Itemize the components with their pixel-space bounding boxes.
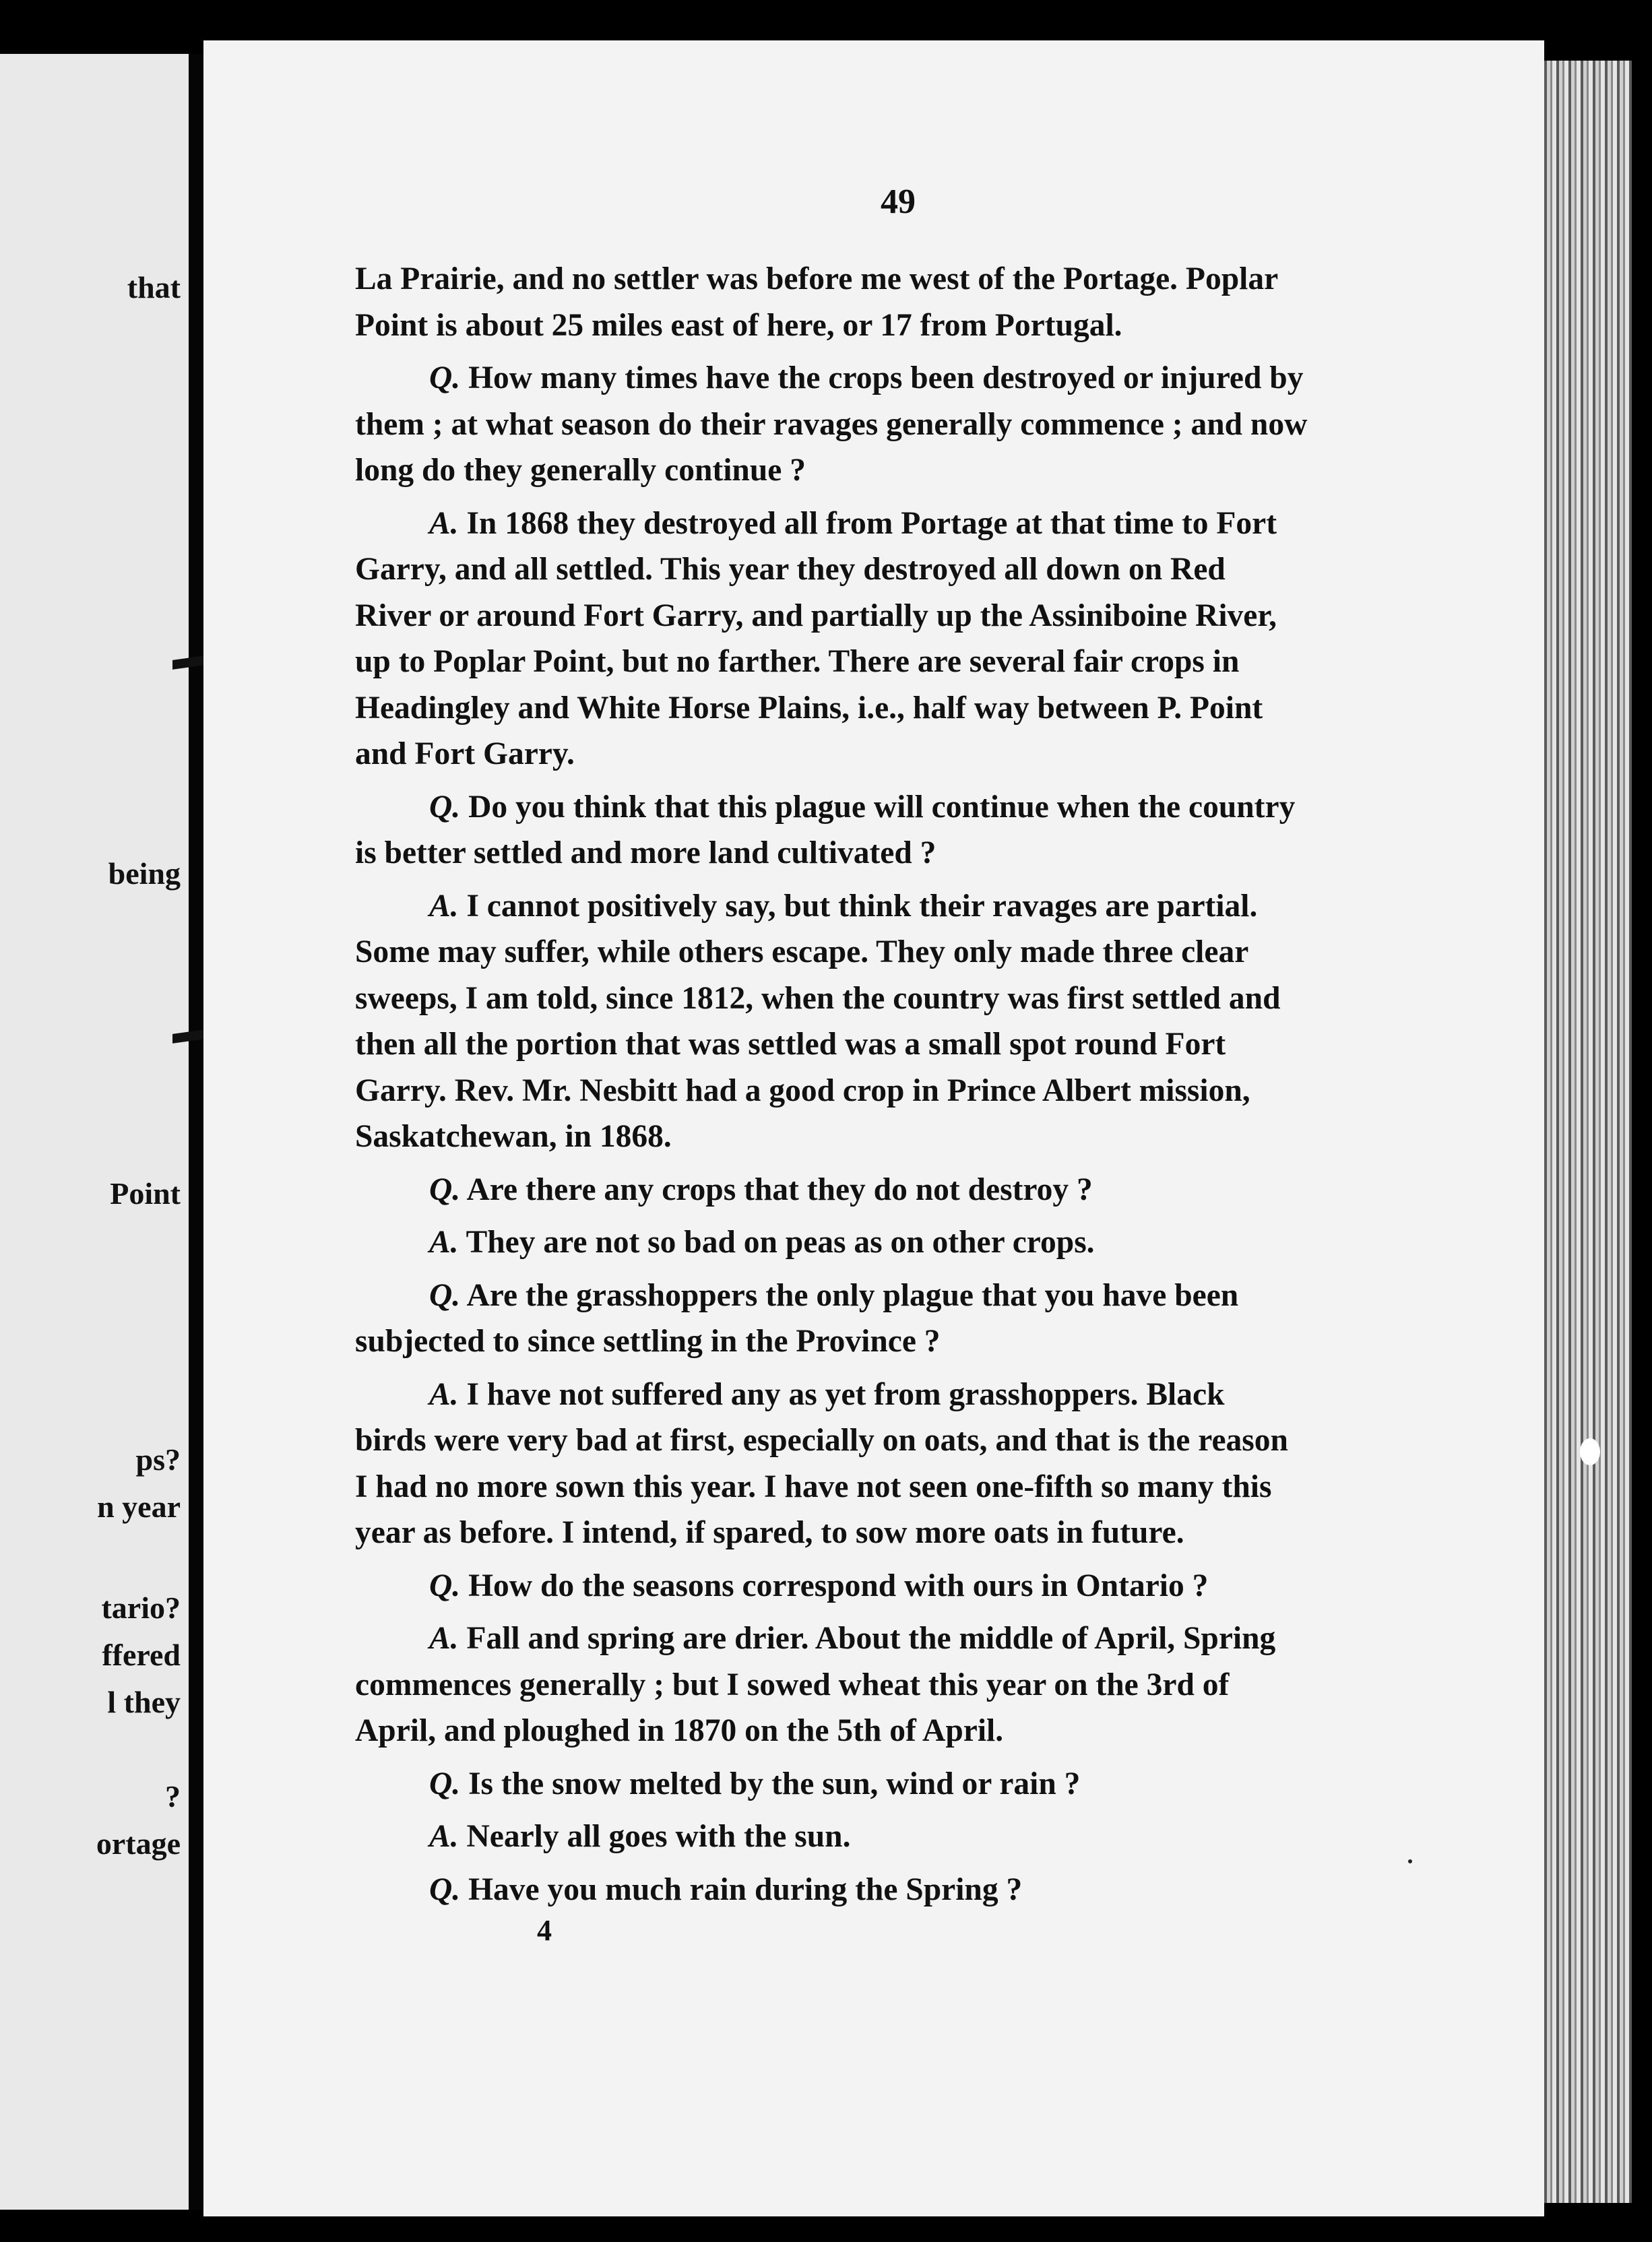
line-text: them ; at what season do their ravages generally commence ; and now: [355, 406, 1308, 442]
text-line: [355, 501, 1544, 547]
line-text: April, and ploughed in 1870 on the 5th of April.: [355, 1713, 1004, 1748]
line-text: How do the seasons correspond with ours in Ontario ?: [460, 1568, 1209, 1603]
text-line: [355, 1318, 1544, 1365]
line-text: Nearly all goes with the sun.: [458, 1819, 851, 1854]
body-text: [355, 256, 1544, 1919]
speaker-label: A.: [429, 1621, 459, 1656]
text-line: [355, 975, 1544, 1022]
left-fragment: ps?: [135, 1442, 181, 1477]
line-text: sweeps, I am told, since 1812, when the country was first settled and: [355, 980, 1281, 1016]
line-text: birds were very bad at first, especially on oats, and that is the reason: [355, 1423, 1288, 1458]
text-line: [355, 784, 1544, 831]
text-line: [355, 1273, 1544, 1319]
line-text: I have not suffered any as yet from grasshoppers. Black: [458, 1376, 1225, 1412]
left-fragment: ffered: [102, 1638, 181, 1672]
line-text: and Fort Garry.: [355, 736, 575, 771]
line-text: I had no more sown this year. I have not seen one-fifth so many this: [355, 1469, 1272, 1504]
left-fragment: Point: [110, 1176, 181, 1211]
line-text: Have you much rain during the Spring ?: [460, 1871, 1023, 1907]
speaker-label: A.: [429, 1225, 459, 1260]
speaker-label: Q.: [429, 1568, 461, 1603]
line-text: How many times have the crops been destroyed or injured by: [460, 360, 1304, 395]
text-line: [355, 546, 1544, 593]
text-line: [355, 883, 1544, 930]
text-line: [355, 1814, 1544, 1860]
left-fragment: ?: [165, 1779, 181, 1814]
left-fragment: l they: [107, 1685, 181, 1719]
text-line: [355, 1563, 1544, 1609]
text-line: [355, 1615, 1544, 1662]
line-text: Some may suffer, while others escape. They only made three clear: [355, 934, 1249, 969]
line-text: up to Poplar Point, but no farther. There are several fair crops in: [355, 644, 1240, 679]
line-text: They are not so bad on peas as on other crops.: [458, 1225, 1095, 1260]
line-text: Fall and spring are drier. About the middle of April, Spring: [458, 1621, 1276, 1656]
text-line: [355, 1708, 1544, 1754]
line-text: Is the snow melted by the sun, wind or rain ?: [460, 1766, 1081, 1801]
text-line: [355, 447, 1544, 494]
left-fragment: n year: [97, 1490, 181, 1524]
line-text: year as before. I intend, if spared, to sow more oats in future.: [355, 1515, 1184, 1550]
speaker-label: Q.: [429, 1871, 461, 1907]
text-line: [355, 1464, 1544, 1510]
line-text: Garry, and all settled. This year they destroyed all down on Red: [355, 552, 1226, 587]
text-line: [355, 685, 1544, 732]
speaker-label: Q.: [429, 1277, 461, 1313]
line-text: Headingley and White Horse Plains, i.e., half way between P. Point: [355, 690, 1263, 726]
left-fragment: that: [127, 270, 181, 305]
text-line: [355, 1867, 1544, 1913]
text-line: [355, 1510, 1544, 1556]
speaker-label: Q.: [429, 1766, 461, 1801]
line-text: Point is about 25 miles east of here, or 17 from Portugal.: [355, 307, 1122, 343]
line-text: then all the portion that was settled was a small spot round Fort: [355, 1027, 1226, 1062]
scan-speck: [1408, 1859, 1412, 1863]
text-line: [355, 731, 1544, 777]
text-line: [355, 256, 1544, 302]
left-fragment: being: [108, 856, 181, 891]
line-text: River or around Fort Garry, and partially up the Assiniboine River,: [355, 598, 1277, 633]
line-text: Are there any crops that they do not destroy ?: [460, 1172, 1093, 1207]
left-fragment: ortage: [96, 1826, 181, 1861]
page-edges: [1544, 61, 1632, 2203]
main-page: [203, 40, 1544, 2216]
text-line: [355, 402, 1544, 448]
speaker-label: Q.: [429, 1172, 461, 1207]
scan-speck: [1580, 1438, 1600, 1465]
left-fragment: tario?: [101, 1591, 181, 1625]
line-text: commences generally ; but I sowed wheat this year on the 3rd of: [355, 1667, 1230, 1702]
line-text: Saskatchewan, in 1868.: [355, 1119, 672, 1154]
line-text: long do they generally continue ?: [355, 453, 806, 488]
line-text: is better settled and more land cultivated ?: [355, 835, 936, 870]
line-text: Garry. Rev. Mr. Nesbitt had a good crop in Prince Albert mission,: [355, 1072, 1250, 1108]
line-text: Do you think that this plague will continue when the country: [460, 789, 1296, 825]
text-line: [355, 1167, 1544, 1213]
line-text: Are the grasshoppers the only plague that you have been: [460, 1277, 1239, 1313]
line-text: In 1868 they destroyed all from Portage at that time to Fort: [458, 505, 1277, 541]
text-line: [355, 1114, 1544, 1160]
text-line: [355, 1417, 1544, 1464]
line-text: La Prairie, and no settler was before me west of the Portage. Poplar: [355, 261, 1279, 296]
text-line: [355, 1021, 1544, 1068]
text-line: [355, 1662, 1544, 1708]
speaker-label: A.: [429, 1376, 459, 1412]
line-text: I cannot positively say, but think their ravages are partial.: [458, 888, 1258, 924]
page-number: 49: [881, 183, 916, 221]
text-line: [355, 639, 1544, 685]
speaker-label: A.: [429, 888, 459, 924]
text-line: [355, 355, 1544, 402]
signature-mark: 4: [537, 1914, 552, 1947]
text-line: [355, 302, 1544, 349]
text-line: [355, 1068, 1544, 1114]
line-text: subjected to since settling in the Province ?: [355, 1324, 941, 1359]
speaker-label: Q.: [429, 789, 461, 825]
book-gutter: [189, 54, 203, 2210]
text-line: [355, 1372, 1544, 1418]
text-line: [355, 929, 1544, 975]
speaker-label: Q.: [429, 360, 461, 395]
left-facing-page: [0, 54, 189, 2210]
text-line: [355, 1761, 1544, 1807]
text-line: [355, 830, 1544, 876]
speaker-label: A.: [429, 505, 459, 541]
speaker-label: A.: [429, 1819, 459, 1854]
text-line: [355, 593, 1544, 639]
text-line: [355, 1219, 1544, 1266]
